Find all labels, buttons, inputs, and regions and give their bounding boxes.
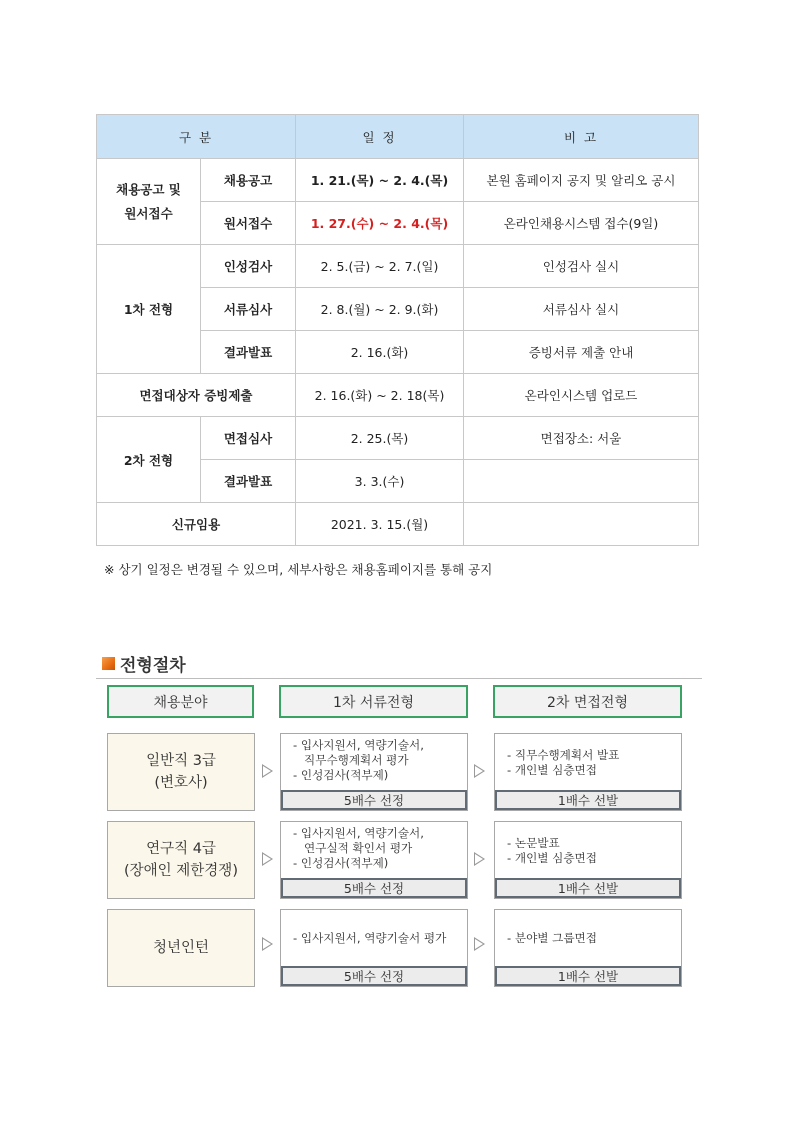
- date-cell: 3. 3.(수): [296, 460, 464, 503]
- sub-label: 인성검사: [201, 245, 296, 288]
- table-row: [97, 503, 699, 546]
- sub-label: 서류심사: [201, 288, 296, 331]
- stage-item: - 인성검사(적부제): [293, 768, 389, 782]
- note-cell: 서류심사 실시: [464, 288, 699, 331]
- stage-item: - 입사지원서, 역량기술서,: [293, 738, 424, 752]
- note-cell: [464, 503, 699, 546]
- title-divider: [96, 678, 702, 679]
- sub-label: 결과발표: [201, 331, 296, 374]
- header-box-category: 채용분야: [107, 685, 254, 718]
- category-box: [107, 909, 255, 987]
- schedule-footnote: ※ 상기 일정은 변경될 수 있으며, 세부사항은 채용홈페이지를 통해 공지: [104, 562, 493, 577]
- stage-result: 5배수 선정: [281, 966, 467, 986]
- schedule-table: [96, 114, 699, 546]
- group-interview-docs: 면접대상자 증빙제출: [97, 374, 296, 417]
- stage-result: 5배수 선정: [281, 790, 467, 810]
- procedure-title-text: 전형절차: [120, 656, 186, 676]
- category-line: 연구직 4급: [146, 841, 216, 857]
- stage-item: - 직무수행계획서 발표: [507, 748, 620, 762]
- stage1-box: [280, 909, 468, 987]
- arrow-right-icon: [474, 764, 485, 778]
- arrow-right-icon: [474, 937, 485, 951]
- stage-item: - 입사지원서, 역량기술서 평가: [293, 931, 447, 945]
- stage-result: 1배수 선발: [495, 878, 681, 898]
- note-cell: 면접장소: 서울: [464, 417, 699, 460]
- stage1-box: [280, 733, 468, 811]
- header-box-stage2: 2차 면접전형: [493, 685, 682, 718]
- stage-item: - 입사지원서, 역량기술서,: [293, 826, 424, 840]
- sub-label: 원서접수: [201, 202, 296, 245]
- stage-result: 1배수 선발: [495, 966, 681, 986]
- group-appointment: 신규임용: [97, 503, 296, 546]
- category-line: (장애인 제한경쟁): [124, 863, 238, 879]
- header-category: 구 분: [97, 115, 296, 159]
- group-recruitment: 채용공고 및 원서접수: [97, 159, 201, 245]
- schedule-header-row: [97, 115, 699, 159]
- stage2-box: [494, 821, 682, 899]
- note-cell: 온라인시스템 업로드: [464, 374, 699, 417]
- table-row: [97, 374, 699, 417]
- arrow-right-icon: [262, 937, 273, 951]
- table-row: [97, 417, 699, 460]
- sub-label: 면접심사: [201, 417, 296, 460]
- stage-item: - 논문발표: [507, 836, 560, 850]
- stage-item: - 분야별 그룹면접: [507, 931, 597, 945]
- stage-item: - 개인별 심층면접: [507, 851, 597, 865]
- header-box-stage1: 1차 서류전형: [279, 685, 468, 718]
- stage-item: - 개인별 심층면접: [507, 763, 597, 777]
- category-line: 일반직 3급: [146, 753, 216, 769]
- stage1-box: [280, 821, 468, 899]
- category-box: [107, 821, 255, 899]
- stage-item: 연구실적 확인서 평가: [293, 841, 413, 855]
- sub-label: 채용공고: [201, 159, 296, 202]
- stage-item: - 인성검사(적부제): [293, 856, 389, 870]
- stage-result: 5배수 선정: [281, 878, 467, 898]
- category-line: 청년인턴: [152, 940, 210, 956]
- header-schedule: 일 정: [296, 115, 464, 159]
- note-cell: 본원 홈페이지 공지 및 알리오 공시: [464, 159, 699, 202]
- group-second-stage: 2차 전형: [97, 417, 201, 503]
- date-cell: 2. 5.(금) ~ 2. 7.(일): [296, 245, 464, 288]
- date-cell: 2021. 3. 15.(월): [296, 503, 464, 546]
- date-cell-highlight: 1. 27.(수) ~ 2. 4.(목): [296, 202, 464, 245]
- procedure-title: [102, 651, 186, 676]
- date-cell: 1. 21.(목) ~ 2. 4.(목): [296, 159, 464, 202]
- arrow-right-icon: [262, 852, 273, 866]
- arrow-right-icon: [262, 764, 273, 778]
- category-box: [107, 733, 255, 811]
- stage-item: 직무수행계획서 평가: [293, 753, 409, 767]
- date-cell: 2. 16.(화): [296, 331, 464, 374]
- table-row: [97, 245, 699, 288]
- title-square-icon: [102, 657, 115, 670]
- note-cell: 온라인채용시스템 접수(9일): [464, 202, 699, 245]
- note-cell: 인성검사 실시: [464, 245, 699, 288]
- arrow-right-icon: [474, 852, 485, 866]
- sub-label: 결과발표: [201, 460, 296, 503]
- stage-result: 1배수 선발: [495, 790, 681, 810]
- stage2-box: [494, 909, 682, 987]
- header-remarks: 비 고: [464, 115, 699, 159]
- note-cell: [464, 460, 699, 503]
- table-row: [97, 159, 699, 202]
- category-line: (변호사): [154, 775, 208, 791]
- group-first-stage: 1차 전형: [97, 245, 201, 374]
- stage2-box: [494, 733, 682, 811]
- date-cell: 2. 16.(화) ~ 2. 18(목): [296, 374, 464, 417]
- date-cell: 2. 25.(목): [296, 417, 464, 460]
- note-cell: 증빙서류 제출 안내: [464, 331, 699, 374]
- date-cell: 2. 8.(월) ~ 2. 9.(화): [296, 288, 464, 331]
